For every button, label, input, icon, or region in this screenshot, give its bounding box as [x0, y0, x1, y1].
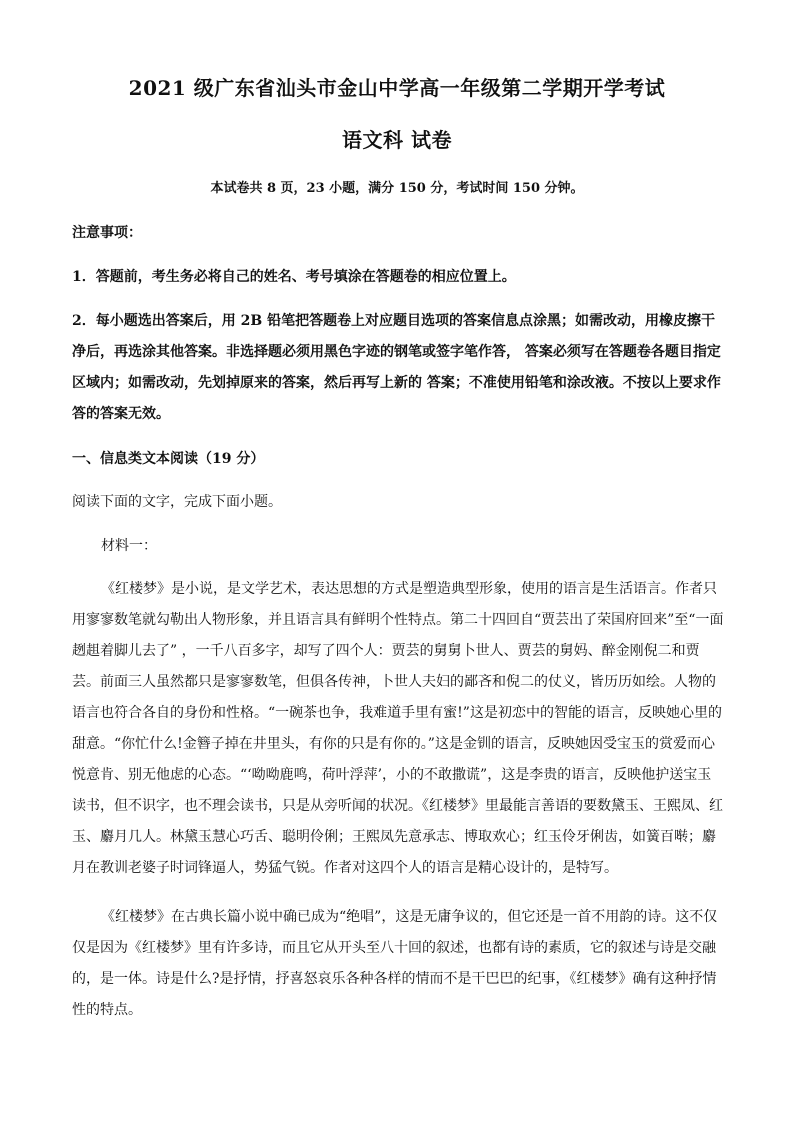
exam-summary: 本试卷共 8 页，23 小题，满分 150 分，考试时间 150 分钟。	[210, 181, 584, 196]
material-label: 材料一：	[101, 538, 157, 554]
passage-paragraph-1: 《红楼梦》是小说，是文学艺术，表达思想的方式是塑造典型形象，使用的语言是生活语言。作者只用寥寥数笔就勾勒出人物形象，并且语言具有鲜明个性特点。第二十四回自“贾芸出了荣国府回来”至“一面趔趄着脚儿去了” ，一千八百多字，却写了四个人：贾芸的舅舅卜世人、贾芸的舅妈、醉金刚倪二和贾芸。前面三人虽然都只是寥寥数笔，但俱各传神，卜世人夫妇的鄙吝和倪二的仗义，皆历历如绘。人物的语言也符合各自的身份和性格。“一碗茶也争，我难道手里有蜜!”这是初恋中的智能的语言，反映她心里的甜意。“你忙什么!金簪子掉在井里头，有你的只是有你的。”这是金钏的语言，反映她因受宝玉的赏爱而心悦意肯、别无他虑的心态。“‘呦呦鹿鸣，荷叶浮萍’，小的不敢撒谎”，这是李贵的语言，反映他护送宝玉读书，但不识字，也不理会读书，只是从旁听闻的状况。《红楼梦》里最能言善语的要数黛玉、王熙凤、红玉、麝月几人。林黛玉慧心巧舌、聪明伶俐；王熙凤先意承志、博取欢心；红玉伶牙俐齿，如簧百啭；麝月在教训老婆子时词锋逼人，势猛气锐。作者对这四个人的语言是精心设计的，是特写。	[72, 581, 724, 876]
notice-item-1: 1．答题前，考生务必将自己的姓名、考号填涂在答题卷的相应位置上。	[72, 269, 516, 285]
notice-item-2: 2．每小题选出答案后，用 2B 铅笔把答题卷上对应题目选项的答案信息点涂黑；如需改动，用橡皮擦干净后，再选涂其他答案。非选择题必须用黑色字迹的钢笔或签字笔作答， 答案必须写在答题卷各题目指定区域内；如需改动，先划掉原来的答案，然后再写上新的 答案；不准使用铅笔和涂改液。不按以上要求作答的答案无效。	[72, 313, 721, 422]
notice-heading: 注意事项：	[72, 225, 142, 241]
exam-title: 2021 级广东省汕头市金山中学高一年级第二学期开学考试	[128, 76, 666, 100]
reading-instruction: 阅读下面的文字，完成下面小题。	[72, 494, 282, 510]
passage-paragraph-2: 《红楼梦》在古典长篇小说中确已成为“绝唱”，这是无庸争议的，但它还是一首不用韵的诗。这不仅仅是因为《红楼梦》里有许多诗，而且它从开头至八十回的叙述，也都有诗的素质，它的叙述与诗是交融的，是一体。诗是什么?是抒情，抒喜怒哀乐各种各样的情而不是干巴巴的纪事，《红楼梦》确有这种抒情性的特点。	[72, 909, 718, 1018]
exam-subtitle: 语文科 试卷	[342, 128, 452, 152]
section-heading: 一、信息类文本阅读（19 分）	[72, 451, 265, 467]
